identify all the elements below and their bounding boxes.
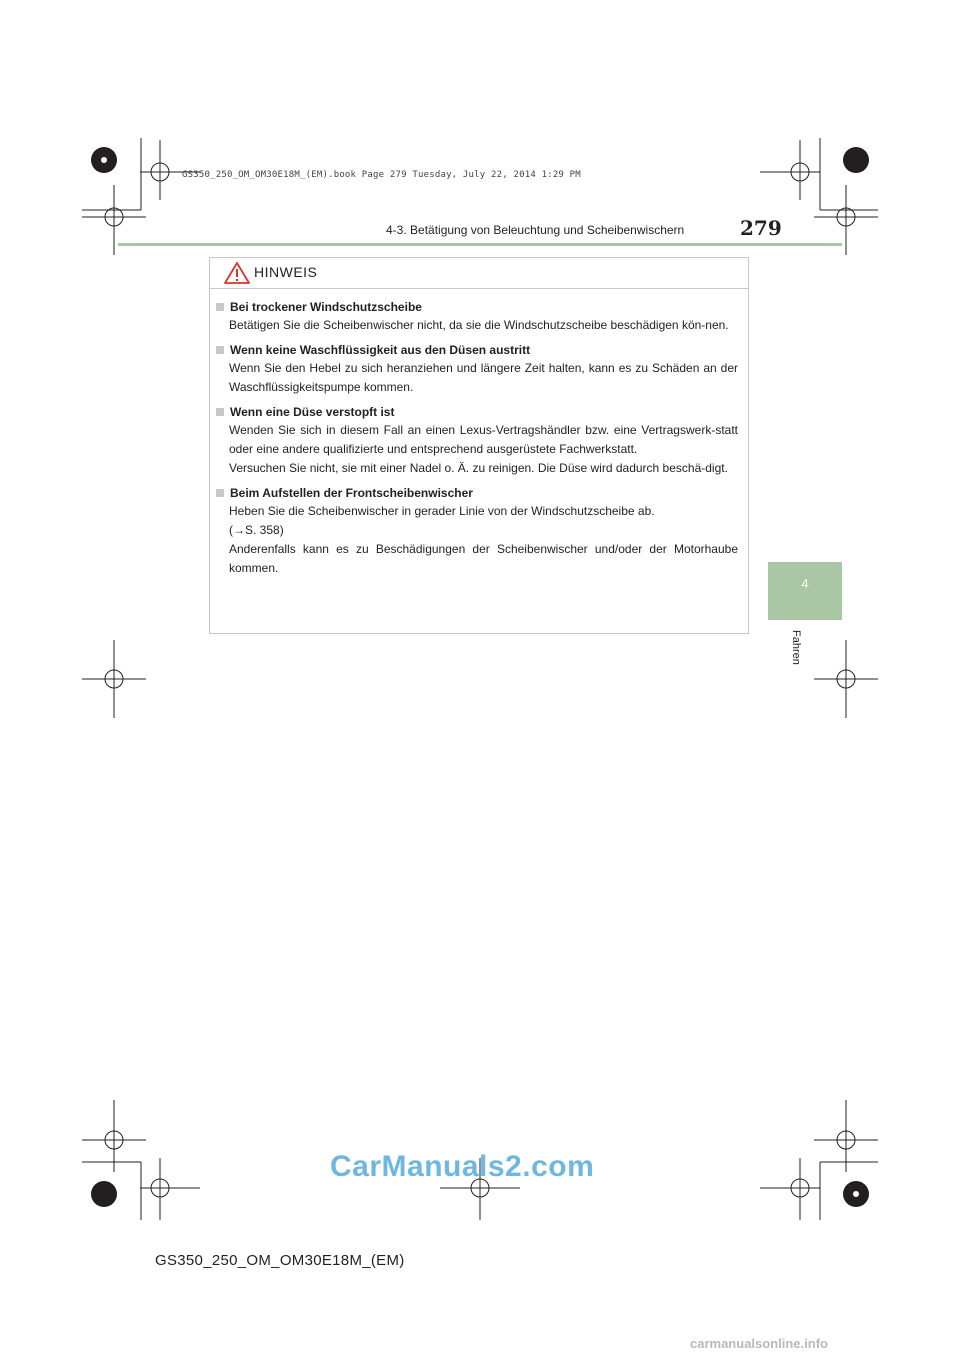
item-heading: Bei trockener Windschutzscheibe	[230, 300, 422, 314]
notice-item	[216, 298, 738, 335]
item-text: Anderenfalls kann es zu Beschädigungen der Scheibenwischer und/oder der Motorhaube kommen.	[229, 542, 738, 575]
square-bullet-icon	[216, 346, 224, 354]
item-text: Betätigen Sie die Scheibenwischer nicht, da sie die Windschutzscheibe beschädigen kön-nen.	[229, 318, 729, 332]
chapter-label: Fahren	[790, 630, 802, 665]
notice-item	[216, 341, 738, 397]
footer-code: GS350_250_OM_OM30E18M_(EM)	[155, 1252, 405, 1269]
item-heading: Wenn eine Düse verstopft ist	[230, 405, 395, 419]
square-bullet-icon	[216, 489, 224, 497]
notice-item	[216, 403, 738, 478]
item-text: Heben Sie die Scheibenwischer in gerader Linie von der Windschutzscheibe ab.	[229, 504, 655, 518]
square-bullet-icon	[216, 303, 224, 311]
square-bullet-icon	[216, 408, 224, 416]
notice-box	[209, 257, 749, 634]
notice-title: HINWEIS	[254, 264, 318, 280]
watermark-carmanuals2[interactable]: CarManuals2.com	[330, 1150, 595, 1183]
item-heading: Beim Aufstellen der Frontscheibenwischer	[230, 486, 473, 500]
item-heading: Wenn keine Waschflüssigkeit aus den Düsen austritt	[230, 343, 531, 357]
book-info-line: GS350_250_OM_OM30E18M_(EM).book Page 279 Tuesday, July 22, 2014 1:29 PM	[182, 170, 581, 180]
section-title: 4-3. Betätigung von Beleuchtung und Scheibenwischern	[386, 223, 685, 237]
page-reference[interactable]: (→S. 358)	[229, 523, 284, 537]
chapter-number: 4	[801, 576, 809, 591]
item-text: Wenden Sie sich in diesem Fall an einen Lexus-Vertragshändler bzw. eine Vertragswerk-statt oder eine andere qualifizierte und entsprechend ausgerüstete Fachwerkstatt.	[229, 423, 738, 456]
page-number: 279	[740, 216, 782, 240]
notice-header	[210, 258, 748, 289]
item-text: Versuchen Sie nicht, sie mit einer Nadel o. Ä. zu reinigen. Die Düse wird dadurch beschä-digt.	[229, 461, 728, 475]
warning-triangle-icon	[224, 262, 250, 284]
chapter-tab	[768, 562, 842, 620]
header-rule	[118, 243, 842, 246]
notice-body	[210, 298, 748, 584]
item-text: Wenn Sie den Hebel zu sich heranziehen und längere Zeit halten, kann es zu Schäden an der Waschflüssigkeitspumpe kommen.	[229, 361, 738, 394]
watermark-carmanualsonline[interactable]: carmanualsonline.info	[690, 1336, 828, 1351]
notice-item	[216, 484, 738, 578]
